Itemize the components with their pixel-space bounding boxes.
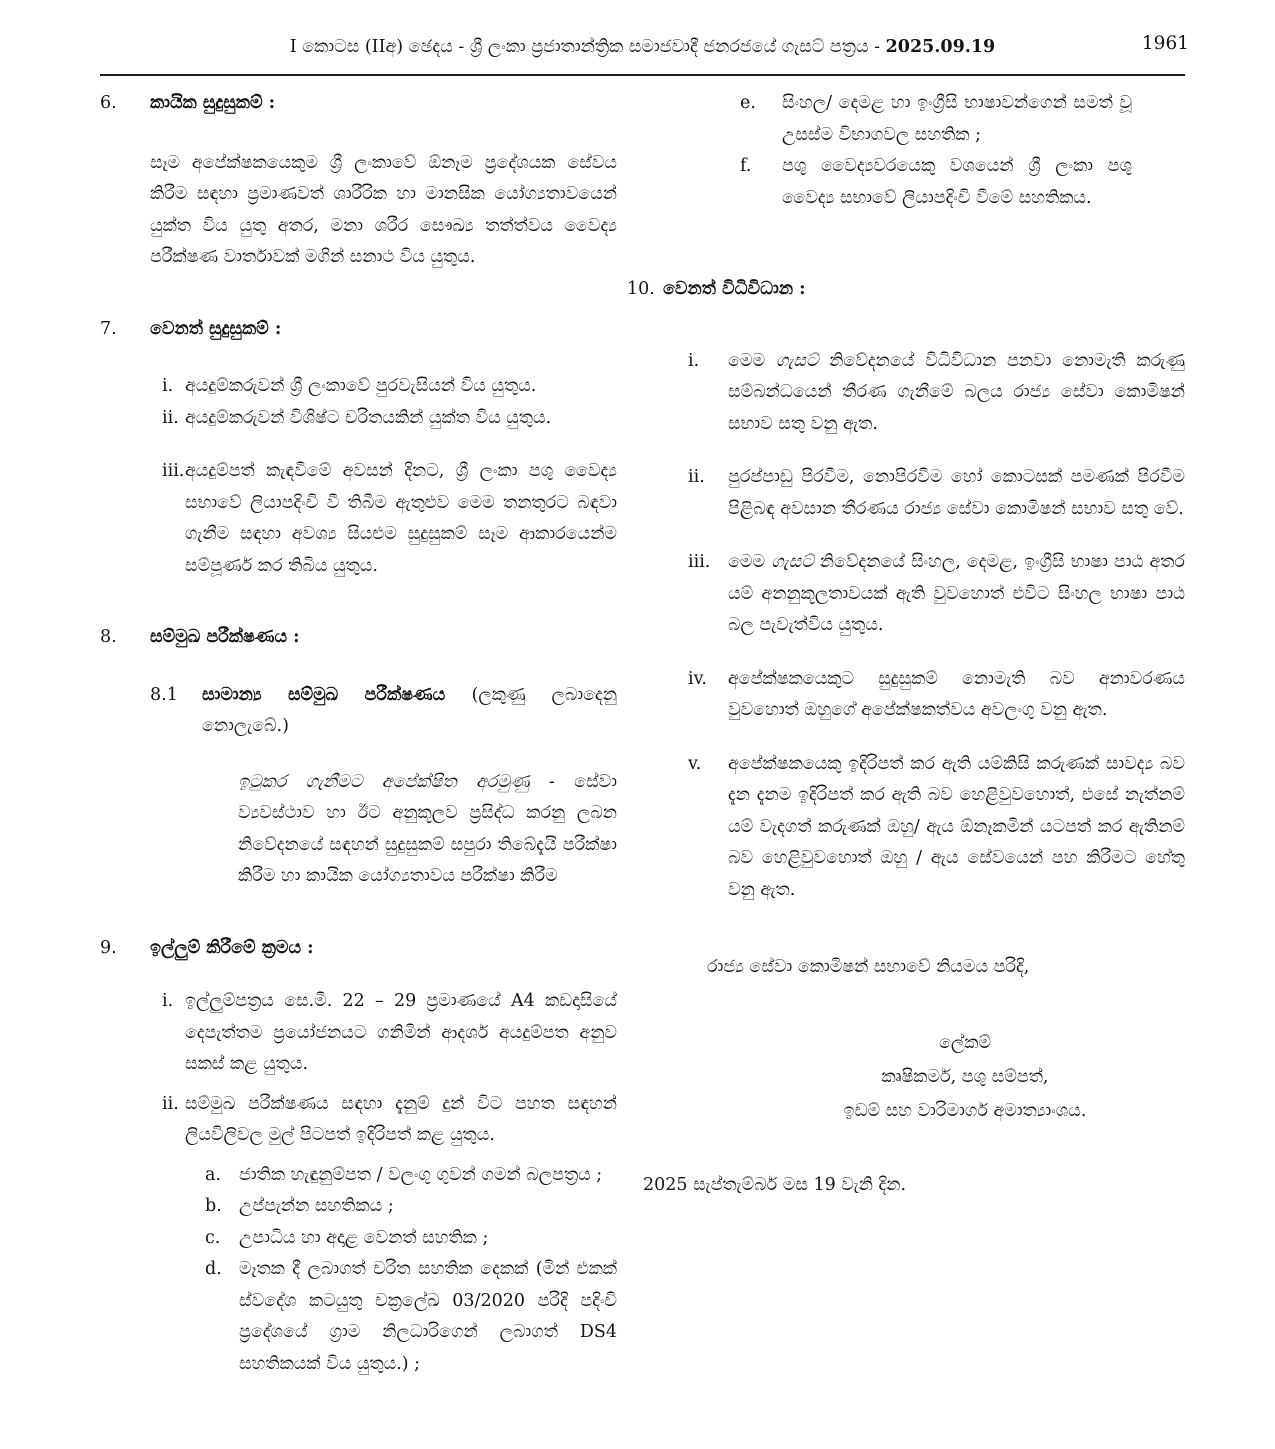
item-text: අපේක්ෂකයෙකු ඉදිරිපත් කර ඇති යම්කිසි කරුණක් සාවද්‍ය බව දැන දැනම ඉදිරිපත් කර ඇති බව හෙළිවුවහොත්, එසේ නැත්නම් යම් වැදගත් කරුණක් ඔහු/ ඇය ඕනෑකමින් යටපත් කර ඇතිනම් බව හෙළිවුවහොත් ඔහු / ඇය සේවයෙන් පහ කිරීමට හේතු වනු ඇත. [728,753,1185,900]
gazette-date: 2025.09.19 [885,37,996,57]
item-numeral: v. [688,753,702,774]
item-numeral: ii. [688,467,705,487]
aim-rest: සේවා ව්‍යවස්ථාව හා ඊට අනුකූලව ප්‍රසිද්ධ කරනු ලබන නිවේදනයේ සඳහන් සුදුසුකම් සපුරා තිබේදැයි පරීක්ෂා කිරීම හා කායික යෝග්‍යතාවය පරීක්ෂා කිරීම [238,771,617,886]
section-10-heading: වෙනත් විධිවිධාන : [663,279,806,299]
signature-ministry-line2: ඉඩම් සහ වාරිමාර්ග අමාත්‍යාංශය. [843,1100,1087,1121]
subsection-8-1 [150,680,617,743]
section-8 [100,622,617,893]
list-item [688,346,1185,441]
section-8-number: 8. [100,627,117,647]
subsection-8-1-note: (ලකුණු ලබාදෙනු නොලැබේ.) [202,684,617,736]
list-item [688,547,1185,642]
section-6-number: 6. [100,93,117,113]
section-6-heading: කායික සුදුසුකම් : [150,93,276,113]
item-text: ජාතික හැඳුනුම්පත / වලංගු ගුවන් ගමන් බලපත්‍රය ; [239,1164,603,1185]
signature-block [745,1026,1185,1128]
subsection-8-1-number: 8.1 [150,684,178,705]
section-10 [627,274,1185,306]
doc-list-item [205,1160,617,1192]
item-text: මෑතක දී ලබාගත් චරිත සහතික දෙකක් (මින් එකක් ස්වදේශ කටයුතු චක්‍රලේඛ 03/2020 පරිදි පදිංචි ප්‍රදේශයේ ග්‍රාම නිලධාරිගෙන් ලබාගත් DS4 සහතිකයක් විය යුතුය.) ; [239,1259,617,1374]
list-item [150,371,617,403]
item-numeral: ii. [162,1093,179,1114]
item-text-prefix: මෙම [728,350,776,371]
section-7-number: 7. [100,318,117,339]
item-text: අපේක්ෂකයෙකුට සුදුසුකම් නොමැති බව අනාවරණය වුවහොත් ඔහුගේ අපේක්ෂකත්වය අවලංගු වනු ඇත. [728,668,1185,720]
item-numeral: ii. [162,407,179,428]
gazette-word-italic: ගැසට් [775,350,830,371]
item-text-rest: නිවේදනයේ සිංහල, දෙමළ, ඉංග්‍රීසි භාෂා පාඨ අතර යම් අනනුකූලතාවයක් ඇති වුවහොත් එවිට සිංහල භාෂා පාඨ බල පැවැත්විය යුතුය. [728,552,1186,635]
item-text: ඉල්ලුම්පත්‍රය සෙ.මී. 22 – 29 ප්‍රමාණයේ A4 කඩදාසියේ දෙපැත්තම ප්‍රයෝජනයට ගනිමින් ආදර්ශ අයදුම්පත අනුව සකස් කළ යුතුය. [185,991,617,1074]
gazette-title-line [100,34,1185,60]
item-text: අයදුම්කරුවන් ශ්‍රී ලංකාවේ පුරවැසියන් විය යුතුය. [185,376,537,396]
signature-ministry-line1: කෘෂිකර්ම, පශු සම්පත්, [881,1066,1049,1087]
section-7 [100,314,617,583]
doc-list-item [205,1191,617,1223]
item-text: උපාධිය හා අදාළ වෙනත් සහතික ; [239,1227,489,1248]
item-text: පුරප්පාඩු පිරවීම, නොපිරවීම හෝ කොටසක් පමණක් පිරවීම පිළිබඳ අවසාන තීරණය රාජ්‍ය සේවා කොමිෂන් සභාව සතු වේ. [728,467,1185,519]
list-item [688,749,1185,907]
item-text [728,547,1185,642]
item-text: අයදුම්පත් කැඳවීමේ අවසන් දිනට, ශ්‍රී ලංකා පශු වෛද්‍ය සභාවේ ලියාපදිංචි වී තිබීම ඇතුළුව මෙම තනතුරට බඳවා ගැනීම සඳහා අවශ්‍ය සියළුම සුදුසුකම් සෑම ආකාරයෙන්ම සම්පූර්ණ කර තිබිය යුතුය. [185,461,617,576]
doc-list-item [740,88,1132,151]
section-9 [100,933,617,1381]
section-9-number: 9. [100,937,117,958]
item-numeral: iv. [688,668,707,689]
item-numeral: i. [162,991,174,1011]
item-letter: b. [205,1196,222,1216]
item-numeral: i. [162,376,174,396]
section-10-number: 10. [627,279,655,299]
item-letter: a. [205,1164,221,1185]
doc-list-item [205,1254,617,1380]
section-8-heading: සම්මුඛ පරීක්ෂණය : [150,627,300,647]
item-letter: e. [740,93,756,113]
section-7-heading: වෙනත් සුදුසුකම් : [150,318,282,339]
aim-lead-italic: ඉටුකර ගැනීමට අපේක්ෂිත අරමුණු - [238,771,575,792]
subsection-8-1-text [202,680,617,743]
list-item [150,403,617,435]
item-text: අයදුම්කරුවන් විශිෂ්ට චරිතයකින් යුක්ත විය යුතුය. [185,407,552,428]
item-text: උප්පැන්න සහතිකය ; [239,1196,394,1216]
item-numeral: i. [688,350,700,371]
list-item [150,986,617,1081]
item-letter: f. [740,156,752,176]
section-9-heading: ඉල්ලුම් කිරීමේ ක්‍රමය : [150,937,314,958]
signature-title: ලේකම් [938,1032,992,1053]
item-text: සිංහල/ දෙමළ හා ඉංග්‍රීසි භාෂාවන්ගෙන් සමත් වූ උසස්ම විභාගවල සහතික ; [782,93,1132,145]
list-item [150,1089,617,1152]
item-letter: d. [205,1259,222,1279]
right-column [627,88,1185,1380]
gazette-title-text: I කොටස (IIඅ) ඡෙදය - ශ්‍රී ලංකා ප්‍රජාතාන්ත්‍රික සමාජවාදී ජනරජයේ ගැසට් පත්‍රය - [289,37,886,57]
closing-line: රාජ්‍ය සේවා කොමිෂන් සභාවේ නියමය පරිදි, [707,957,1030,977]
item-text-rest: නිවේදනයේ විධිවිධාන පනවා නොමැති කරුණු සම්බන්ධයෙන් තීරණ ගැනීමේ බලය රාජ්‍ය සේවා කොමිෂන් සභාව සතු වනු ඇත. [728,350,1185,434]
list-item [688,664,1185,727]
doc-list-item [205,1223,617,1255]
section-8-aim-paragraph [238,767,617,893]
list-item [688,462,1185,525]
doc-list-item [740,151,1132,214]
subsection-8-1-title: සාමාන්‍ය සම්මුඛ පරීක්ෂණය [202,684,472,705]
item-text: පශු වෛද්‍යවරයෙකු වශයෙන් ශ්‍රී ලංකා පශු වෛද්‍ය සභාවේ ලියාපදිංචි වීමේ සහතිකය. [782,156,1132,208]
left-column [100,88,617,1380]
section-6-paragraph: සෑම අපේක්ෂකයෙකුම ශ්‍රී ලංකාවේ ඕනෑම ප්‍රදේශයක සේවය කිරීම සඳහා ප්‍රමාණවත් ශාරීරික හා මානසික යෝග්‍යතාවයෙන් යුක්ත විය යුතු අතර, මනා ශරීර සෞඛ්‍ය තත්ත්වය වෛද්‍ය පරීක්ෂණ වාර්තාවක් මගින් සනාථ විය යුතුය. [150,152,617,267]
issue-date-line: 2025 සැප්තැම්බර් මස 19 වැනි දින. [643,1174,907,1195]
gazette-word-italic: ගැසට් [771,552,820,572]
section-10-items [688,346,1185,907]
page-number: 1961 [1141,33,1189,54]
item-text-prefix: මෙම [728,552,772,572]
item-letter: c. [205,1227,221,1248]
item-text [728,346,1185,441]
item-numeral: iii. [162,461,185,481]
item-numeral: iii. [688,552,711,572]
section-6 [100,88,617,274]
item-text: සම්මුඛ පරීක්ෂණය සඳහා දැනුම් දුන් විට පහත සඳහන් ලියවිලිවල මුල් පිටපත් ඉදිරිපත් කළ යුතුය. [185,1093,617,1145]
page-header [100,33,1189,76]
two-column-body [100,88,1185,1380]
list-item [150,456,617,582]
